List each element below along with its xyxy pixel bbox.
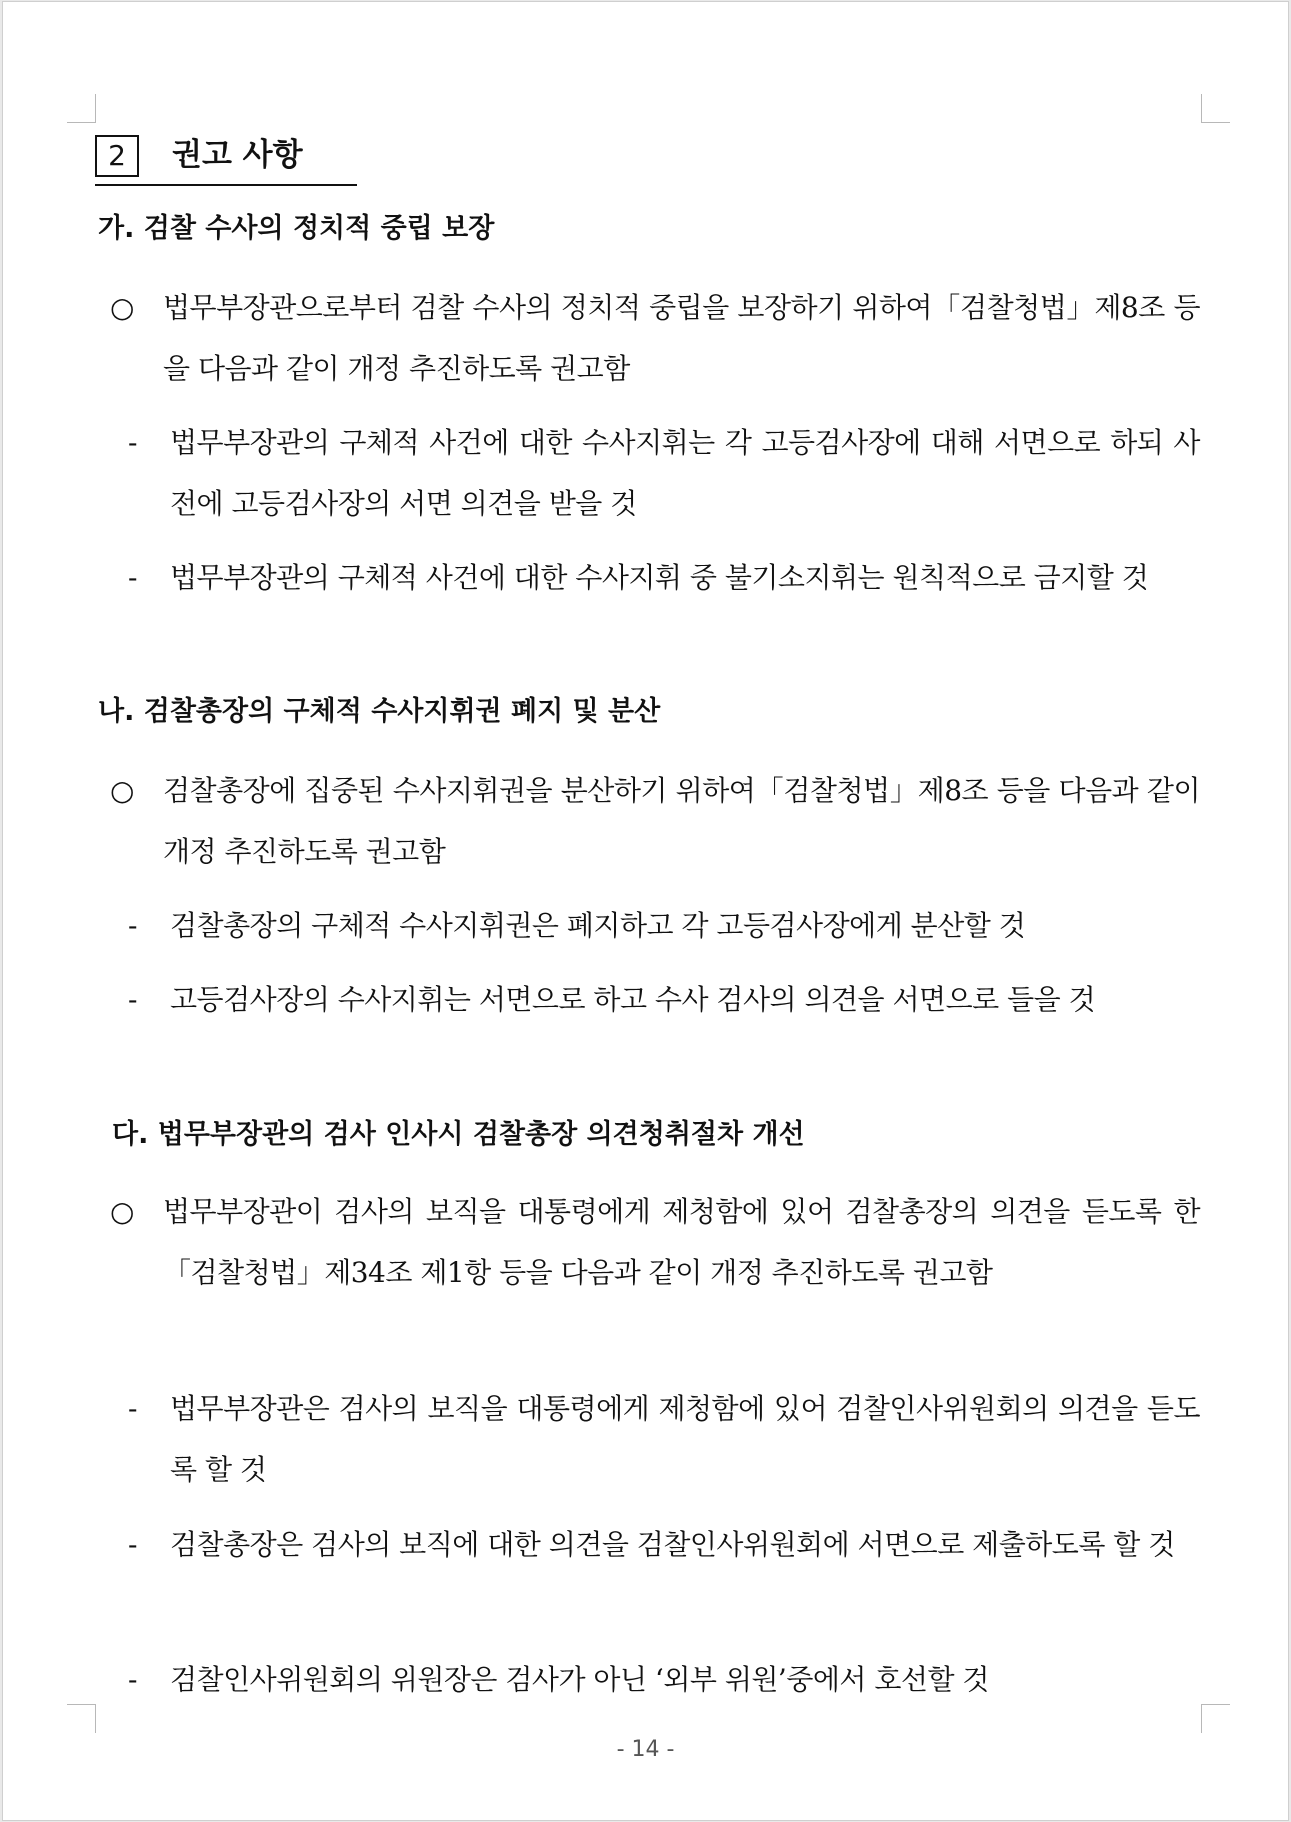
sub-item-text: 법무부장관은 검사의 보직을 대통령에게 제청함에 있어 검찰인사위원회의 의견을 듣도록 할 것 (170, 1392, 1200, 1486)
sub-item-text: 고등검사장의 수사지휘는 서면으로 하고 수사 검사의 의견을 서면으로 들을 것 (170, 983, 1096, 1016)
crop-mark-bottom-right (1201, 1704, 1230, 1733)
sub-item-text: 검찰총장의 구체적 수사지휘권은 폐지하고 각 고등검사장에게 분산할 것 (170, 909, 1026, 942)
sub-item-text: 검찰총장은 검사의 보직에 대한 의견을 검찰인사위원회에 서면으로 제출하도록 할 것 (170, 1528, 1175, 1561)
circle-bullet-icon: ○ (110, 1195, 134, 1228)
main-item-text: 법무부장관으로부터 검찰 수사의 정치적 중립을 보장하기 위하여「검찰청법」제8조 등을 다음과 같이 개정 추진하도록 권고함 (163, 291, 1200, 385)
sub-item-da-1 (128, 1378, 1200, 1500)
sub-item-na-2 (128, 969, 1200, 1030)
main-item-text: 법무부장관이 검사의 보직을 대통령에게 제청함에 있어 검찰총장의 의견을 듣도록 한「검찰청법」제34조 제1항 등을 다음과 같이 개정 추진하도록 권고함 (163, 1195, 1200, 1289)
section-title-na: 나. 검찰총장의 구체적 수사지휘권 폐지 및 분산 (98, 696, 661, 727)
dash-bullet: - (128, 909, 137, 942)
sub-item-text: 법무부장관의 구체적 사건에 대한 수사지휘 중 불기소지휘는 원칙적으로 금지할 것 (170, 561, 1149, 594)
dash-bullet: - (128, 1528, 137, 1561)
chapter-title: 권고 사항 (172, 137, 303, 173)
sub-item-text: 검찰인사위원회의 위원장은 검사가 아닌 ‘외부 위원’중에서 호선할 것 (170, 1663, 989, 1696)
dash-bullet: - (128, 983, 137, 1016)
page-number: - 14 - (616, 1737, 675, 1762)
sub-item-ga-2 (128, 547, 1200, 608)
sub-item-da-2 (128, 1514, 1200, 1575)
circle-bullet-icon: ○ (110, 291, 134, 324)
main-item-na (110, 760, 1200, 882)
sub-item-text: 법무부장관의 구체적 사건에 대한 수사지휘는 각 고등검사장에 대해 서면으로 하되 사전에 고등검사장의 서면 의견을 받을 것 (170, 426, 1200, 520)
dash-bullet: - (128, 561, 137, 594)
sub-item-ga-1 (128, 412, 1200, 534)
sub-item-na-1 (128, 895, 1200, 956)
dash-bullet: - (128, 1663, 137, 1696)
circle-bullet-icon: ○ (110, 774, 134, 807)
main-item-da (110, 1181, 1200, 1303)
crop-mark-top-right (1201, 94, 1230, 123)
section-title-da: 다. 법무부장관의 검사 인사시 검찰총장 의견청취절차 개선 (112, 1119, 805, 1150)
main-item-text: 검찰총장에 집중된 수사지휘권을 분산하기 위하여「검찰청법」제8조 등을 다음과 같이 개정 추진하도록 권고함 (163, 774, 1200, 868)
main-item-ga (110, 277, 1200, 399)
dash-bullet: - (128, 1392, 137, 1425)
crop-mark-bottom-left (67, 1704, 96, 1733)
section-title-ga: 가. 검찰 수사의 정치적 중립 보장 (98, 213, 495, 244)
sub-item-da-3 (128, 1649, 1200, 1710)
chapter-number-box: 2 (95, 135, 139, 177)
dash-bullet: - (128, 426, 137, 459)
crop-mark-top-left (67, 94, 96, 123)
chapter-heading (95, 132, 357, 186)
